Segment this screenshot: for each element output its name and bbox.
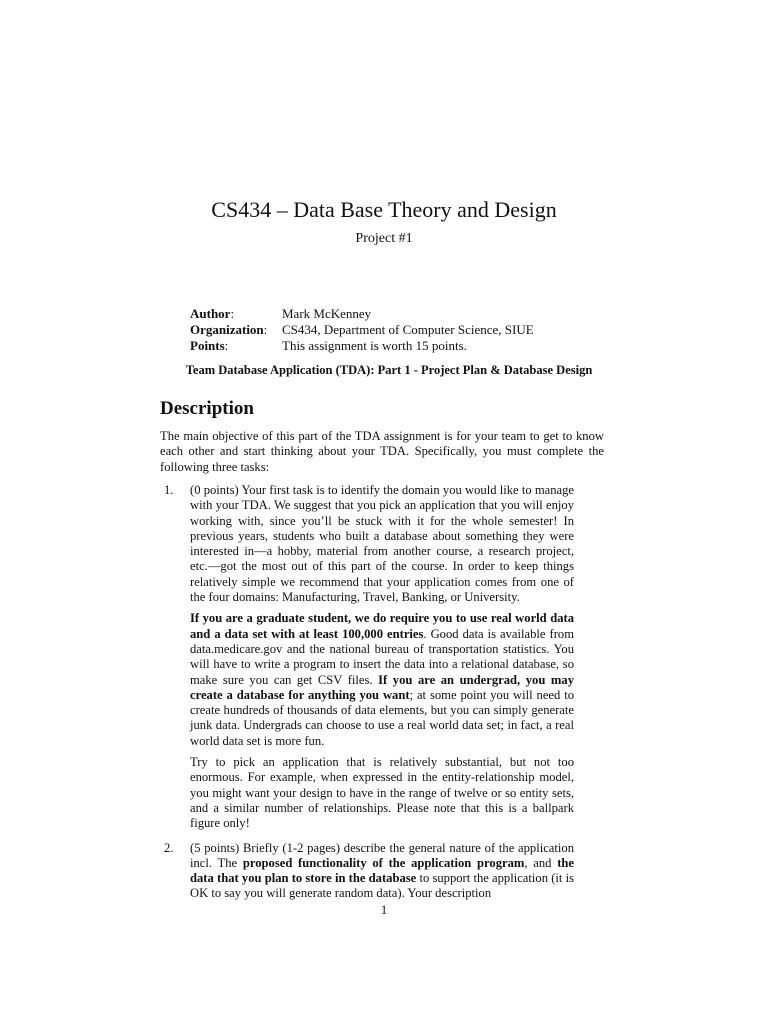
paragraph-text: , and (524, 855, 558, 870)
task-paragraph (190, 841, 574, 902)
task-list (160, 483, 604, 911)
page-subtitle: Project #1 (355, 231, 413, 246)
page-title: CS434 – Data Base Theory and Design (211, 197, 557, 222)
metadata-label: Author (190, 306, 231, 321)
intro-paragraph: The main objective of this part of the TDA assignment is for your team to get to know each other and start thinking about your TDA. Specifically, you must complete the following three tasks: (160, 429, 604, 474)
paragraph-text: to support the application (it is OK to say you will generate random data). Your description (190, 871, 574, 901)
metadata-label: Points (190, 338, 225, 353)
paragraph-text: (5 points) Briefly (1-2 pages) describe the general nature of the application incl. The (190, 840, 574, 870)
page-number: 1 (380, 903, 388, 917)
task-paragraph: Try to pick an application that is relatively substantial, but not too enormous. For example, when expressed in the entity-relationship model, you might want your design to have in the range of twelve or so entity sets, and a similar number of relationships. Please note that this is a ballpark figure only! (190, 755, 574, 831)
emphasis-text: If you are an undergrad, you may create a database for anything you want (190, 672, 574, 702)
paragraph-text: ; at some point you will need to create hundreds of thousands of data elements, but you can simply generate junk data. Undergrads can choose to use a real world data set; in fact, a real world data set is more fun. (190, 687, 574, 748)
task-number: 2. (164, 840, 174, 855)
list-item (160, 841, 574, 902)
task-number: 1. (164, 483, 174, 497)
emphasis-text: proposed functionality of the application program (242, 855, 525, 870)
list-item (160, 483, 574, 832)
paragraph-text: . Good data is available from data.medicare.gov and the national bureau of transportation statistics. You will have to write a program to insert the data into a relational database, so make sure you can get CSV files. (190, 626, 575, 687)
task-paragraph (190, 611, 574, 749)
metadata-table (190, 306, 534, 354)
metadata-row-author: Author: Mark McKenney (190, 306, 534, 322)
metadata-value: This assignment is worth 15 points. (282, 338, 467, 353)
metadata-label: Organization (190, 322, 264, 337)
task-paragraph: (0 points) Your first task is to identify the domain you would like to manage with your TDA. We suggest that you pick an application that you will enjoy working with, since you’ll be stuck with it for the whole semester! In previous years, students who built a database about something they were interested in—a hobby, material from another course, a research project, etc.—got the most out of this part of the course. In order to keep things relatively simple we recommend that your application comes from one of the four domains: Manufacturing, Travel, Banking, or University. (190, 483, 574, 605)
emphasis-text: If you are a graduate student, we do require you to use real world data and a data set with at least 100,000 entries (190, 611, 574, 641)
metadata-row-organization: Organization: CS434, Department of Computer Science, SIUE (190, 322, 534, 337)
emphasis-text: the data that you plan to store in the database (190, 855, 574, 886)
metadata-value: CS434, Department of Computer Science, SIUE (282, 322, 534, 337)
assignment-heading: Team Database Application (TDA): Part 1 - Project Plan & Database Design (185, 363, 593, 377)
metadata-value: Mark McKenney (282, 306, 372, 321)
section-title-description: Description (160, 398, 254, 419)
metadata-row-points: Points: This assignment is worth 15 points. (190, 338, 534, 354)
